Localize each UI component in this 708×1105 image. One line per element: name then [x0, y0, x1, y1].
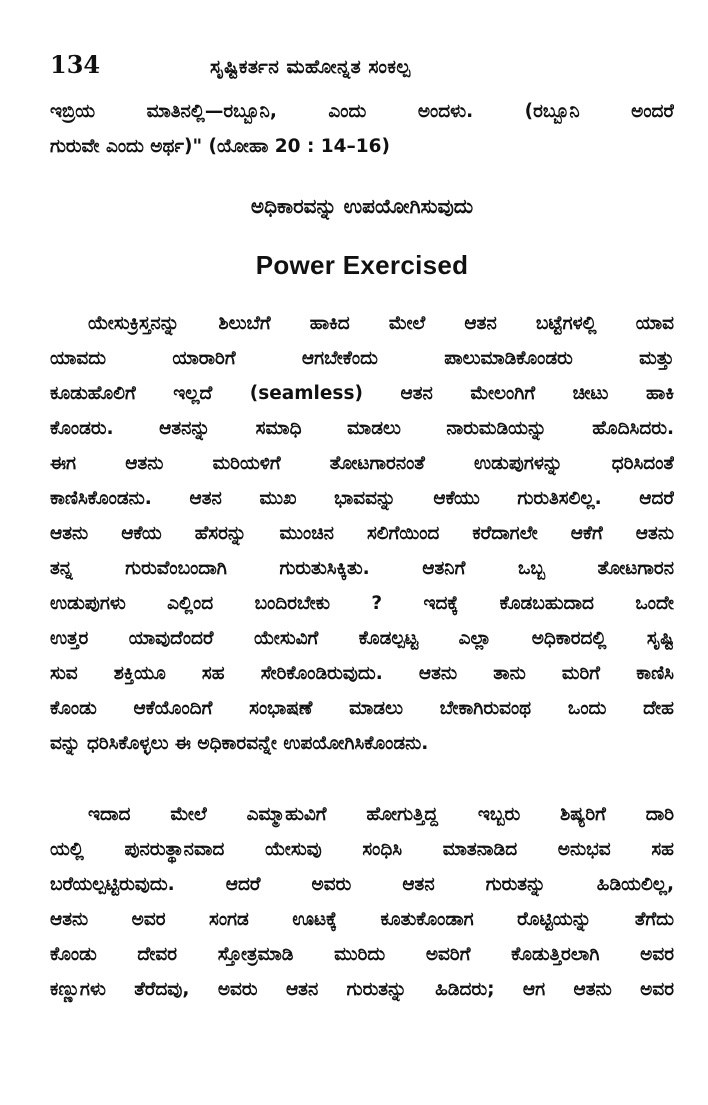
text-line: ಕಣ್ಣುಗಳು ತೆರೆದವು, ಅವರು ಆತನ ಗುರುತನ್ನು ಹಿಡಿದರು; ಆಗ ಆತನು ಅವರ — [50, 979, 674, 1000]
text-line: ಗುರುವೇ ಎಂದು ಅರ್ಥ)" (ಯೋಹಾ 20 : 14–16) — [50, 136, 391, 157]
paragraph-1 — [50, 306, 674, 761]
text-line: ಇಬ್ರಿಯ ಮಾತಿನಲ್ಲಿ—ರಬ್ಬೂನಿ, ಎಂದು ಅಂದಳು. (ರಬ್ಬೂನಿ ಅಂದರೆ — [50, 101, 674, 122]
text-line: ಕೊಂಡರು. ಆತನನ್ನು ಸಮಾಧಿ ಮಾಡಲು ನಾರುಮಡಿಯನ್ನು ಹೊದಿಸಿದರು. — [50, 418, 674, 439]
running-title: ಸೃಷ್ಟಿಕರ್ತನ ಮಹೋನ್ನತ ಸಂಕಲ್ಪ — [210, 56, 411, 78]
paragraph-2 — [50, 797, 674, 1007]
text-line: ಕೂಡುಹೊಲಿಗೆ ಇಲ್ಲದೆ (seamless) ಆತನ ಮೇಲಂಗಿಗೆ ಚೀಟು ಹಾಕಿ — [50, 383, 674, 404]
text-line: ಆತನು ಆಕೆಯ ಹೆಸರನ್ನು ಮುಂಚಿನ ಸಲಿಗೆಯಿಂದ ಕರೆದಾಗಲೇ ಆಕೆಗೆ ಆತನು — [50, 523, 674, 544]
text-line: ಇದಾದ ಮೇಲೆ ಎಮ್ಮಾಹುವಿಗೆ ಹೋಗುತ್ತಿದ್ದ ಇಬ್ಬರು ಶಿಷ್ಯರಿಗೆ ದಾರಿ — [88, 804, 674, 825]
text-line: ಕೊಂಡು ಆಕೆಯೊಂದಿಗೆ ಸಂಭಾಷಣೆ ಮಾಡಲು ಬೇಕಾಗಿರುವಂಥ ಒಂದು ದೇಹ — [50, 698, 674, 719]
section-title-english: Power Exercised — [255, 250, 469, 280]
text-line: ಯಾವದು ಯಾರಾರಿಗೆ ಆಗಬೇಕೆಂದು ಪಾಲುಮಾಡಿಕೊಂಡರು ಮತ್ತು — [50, 348, 674, 369]
text-line: ಯೇಸುಕ್ರಿಸ್ತನನ್ನು ಶಿಲುಬೆಗೆ ಹಾಕಿದ ಮೇಲೆ ಆತನ ಬಟ್ಟೆಗಳಲ್ಲಿ ಯಾವ — [88, 313, 674, 334]
section-title-kannada: ಅಧಿಕಾರವನ್ನು ಉಪಯೋಗಿಸುವುದು — [250, 194, 474, 218]
text-line: ಆತನು ಅವರ ಸಂಗಡ ಊಟಕ್ಕೆ ಕೂತುಕೊಂಡಾಗ ರೊಟ್ಟಿಯನ್ನು ತೆಗೆದು — [50, 909, 674, 930]
intro-paragraph — [50, 94, 674, 164]
text-line: ಕಾಣಿಸಿಕೊಂಡನು. ಆತನ ಮುಖ ಭಾವವನ್ನು ಆಕೆಯು ಗುರುತಿಸಲಿಲ್ಲ. ಆದರೆ — [50, 488, 674, 509]
text-line: ಸುವ ಶಕ್ತಿಯೂ ಸಹ ಸೇರಿಕೊಂಡಿರುವುದು. ಆತನು ತಾನು ಮರಿಗೆ ಕಾಣಿಸಿ — [50, 663, 674, 684]
text-line: ಈಗ ಆತನು ಮರಿಯಳಿಗೆ ತೋಟಗಾರನಂತೆ ಉಡುಪುಗಳನ್ನು ಧರಿಸಿದಂತೆ — [50, 453, 674, 474]
text-line: ಬರೆಯಲ್ಪಟ್ಟಿರುವುದು. ಆದರೆ ಅವರು ಆತನ ಗುರುತನ್ನು ಹಿಡಿಯಲಿಲ್ಲ, — [50, 874, 674, 895]
text-line: ವನ್ನು ಧರಿಸಿಕೊಳ್ಳಲು ಈ ಅಧಿಕಾರವನ್ನೇ ಉಪಯೋಗಿಸಿಕೊಂಡನು. — [50, 733, 429, 754]
running-head — [50, 50, 674, 94]
text-line: ಉಡುಪುಗಳು ಎಲ್ಲಿಂದ ಬಂದಿರಬೇಕು ? ಇದಕ್ಕೆ ಕೊಡಬಹುದಾದ ಒಂದೇ — [50, 593, 674, 614]
text-line: ಯಲ್ಲಿ ಪುನರುತ್ಥಾನವಾದ ಯೇಸುವು ಸಂಧಿಸಿ ಮಾತನಾಡಿದ ಅನುಭವ ಸಹ — [50, 839, 674, 860]
page-number: 134 — [50, 50, 101, 79]
text-line: ತನ್ನ ಗುರುವೆಂಬಂದಾಗಿ ಗುರುತುಸಿಕ್ಕಿತು. ಆತನಿಗೆ ಒಬ್ಬ ತೋಟಗಾರನ — [50, 558, 674, 579]
text-line: ಉತ್ತರ ಯಾವುದೆಂದರೆ ಯೇಸುವಿಗೆ ಕೊಡಲ್ಪಟ್ಟ ಎಲ್ಲಾ ಅಧಿಕಾರದಲ್ಲಿ ಸೃಷ್ಟಿ — [50, 628, 674, 649]
text-line: ಕೊಂಡು ದೇವರ ಸ್ತೋತ್ರಮಾಡಿ ಮುರಿದು ಅವರಿಗೆ ಕೊಡುತ್ತಿರಲಾಗಿ ಅವರ — [50, 944, 674, 965]
